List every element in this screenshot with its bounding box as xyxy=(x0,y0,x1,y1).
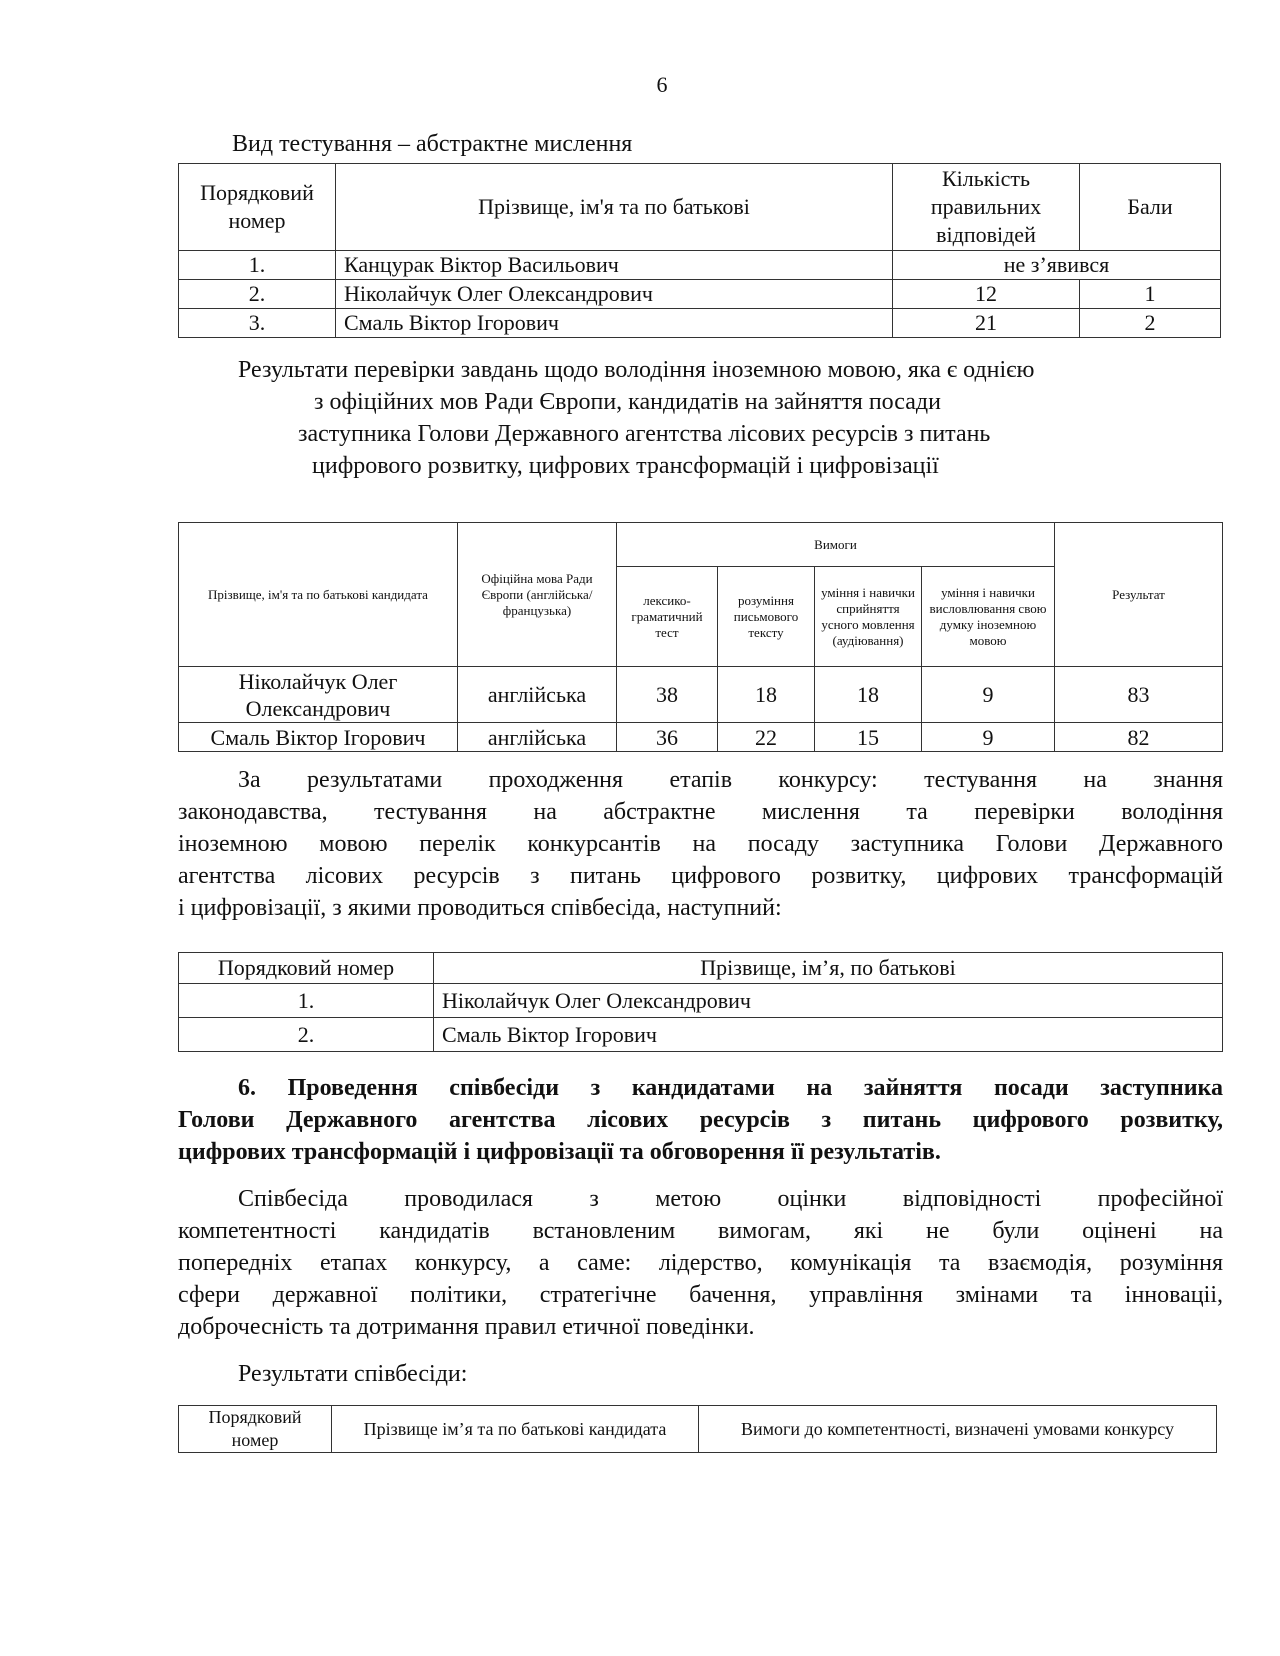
table-row xyxy=(179,1018,1223,1052)
col-header-correct: Кількість правильних відповідей xyxy=(893,164,1080,251)
row-score-listening: 15 xyxy=(815,723,922,752)
row-result: 82 xyxy=(1055,723,1223,752)
col-header-number: Порядковий номер xyxy=(179,1406,332,1453)
col-header-reading: розуміння письмового тексту xyxy=(718,567,815,667)
row-candidate: Смаль Віктор Ігорович xyxy=(179,723,458,752)
section-6-heading-line-3: цифрових трансформацій і цифровізації та обговорення її результатів. xyxy=(178,1139,941,1165)
row-correct: 21 xyxy=(893,309,1080,338)
row-score-reading: 22 xyxy=(718,723,815,752)
col-header-lexical-grammar: лексико-граматичний тест xyxy=(617,567,718,667)
section-6-heading-line-1: 6. Проведення співбесіди з кандидатами на зайняття посади заступника xyxy=(238,1075,1223,1101)
language-heading-line-3: заступника Голови Державного агентства лісових ресурсів з питань xyxy=(298,421,991,447)
interview-paragraph-line-5: доброчесність та дотримання правил етичної поведінки. xyxy=(178,1314,755,1340)
row-status: не з’явився xyxy=(893,251,1221,280)
table-row xyxy=(179,280,1221,309)
summary-paragraph-line-3: іноземною мовою перелік конкурсантів на посаду заступника Голови Державного xyxy=(178,831,1223,857)
row-number: 1. xyxy=(179,251,336,280)
interview-results-table xyxy=(178,1405,1217,1453)
row-language: англійська xyxy=(458,667,617,723)
col-header-name: Прізвище, ім'я та по батькові xyxy=(336,164,893,251)
summary-paragraph-line-5: і цифровізації, з якими проводиться співбесіда, наступний: xyxy=(178,895,782,921)
row-number: 3. xyxy=(179,309,336,338)
summary-paragraph-line-4: агентства лісових ресурсів з питань цифрового розвитку, цифрових трансформацій xyxy=(178,863,1223,889)
col-header-language: Офіційна мова Ради Європи (англійська/ французька) xyxy=(458,523,617,667)
row-score-speaking: 9 xyxy=(922,723,1055,752)
col-header-candidate: Прізвище, ім'я та по батькові кандидата xyxy=(179,523,458,667)
row-result: 83 xyxy=(1055,667,1223,723)
col-header-requirements: Вимоги xyxy=(617,523,1055,567)
row-score-reading: 18 xyxy=(718,667,815,723)
row-number: 2. xyxy=(179,280,336,309)
interview-results-label: Результати співбесіди: xyxy=(238,1361,468,1387)
col-header-number: Порядковий номер xyxy=(179,953,434,984)
language-heading-line-4: цифрового розвитку, цифрових трансформацій і цифровізації xyxy=(312,453,939,479)
col-header-candidate: Прізвище ім’я та по батькові кандидата xyxy=(332,1406,699,1453)
row-points: 1 xyxy=(1080,280,1221,309)
row-name: Канцурак Віктор Васильович xyxy=(336,251,893,280)
interview-paragraph-line-2: компетентності кандидатів встановленим вимогам, які не були оцінені на xyxy=(178,1218,1223,1244)
table-row xyxy=(179,309,1221,338)
col-header-points: Бали xyxy=(1080,164,1221,251)
row-name: Смаль Віктор Ігорович xyxy=(434,1018,1223,1052)
row-score-lexical: 36 xyxy=(617,723,718,752)
interview-paragraph-line-3: попередніх етапах конкурсу, а саме: лідерство, комунікація та взаємодія, розуміння xyxy=(178,1250,1223,1276)
table-row xyxy=(179,667,1223,723)
interview-candidates-table xyxy=(178,952,1223,1052)
row-name: Ніколайчук Олег Олександрович xyxy=(434,984,1223,1018)
row-number: 2. xyxy=(179,1018,434,1052)
row-score-speaking: 9 xyxy=(922,667,1055,723)
row-score-lexical: 38 xyxy=(617,667,718,723)
summary-paragraph-line-1: За результатами проходження етапів конкурсу: тестування на знання xyxy=(238,767,1223,793)
row-candidate: Ніколайчук Олег Олександрович xyxy=(179,667,458,723)
table-row xyxy=(179,251,1221,280)
language-heading-line-1: Результати перевірки завдань щодо володіння іноземною мовою, яка є однією xyxy=(238,357,1035,383)
language-results-table xyxy=(178,522,1223,752)
row-number: 1. xyxy=(179,984,434,1018)
row-name: Смаль Віктор Ігорович xyxy=(336,309,893,338)
language-heading-line-2: з офіційних мов Ради Європи, кандидатів на зайняття посади xyxy=(314,389,941,415)
row-name: Ніколайчук Олег Олександрович xyxy=(336,280,893,309)
abstract-thinking-table xyxy=(178,163,1221,338)
test-type-caption: Вид тестування – абстрактне мислення xyxy=(232,131,633,157)
col-header-competence-requirements: Вимоги до компетентності, визначені умовами конкурсу xyxy=(699,1406,1217,1453)
col-header-result: Результат xyxy=(1055,523,1223,667)
table-row xyxy=(179,984,1223,1018)
section-6-heading-line-2: Голови Державного агентства лісових ресурсів з питань цифрового розвитку, xyxy=(178,1107,1223,1133)
interview-paragraph-line-4: сфери державної політики, стратегічне бачення, управління змінами та інноваціі, xyxy=(178,1282,1223,1308)
page-number: 6 xyxy=(656,72,668,97)
col-header-listening: уміння і навички сприйняття усного мовлення (аудіювання) xyxy=(815,567,922,667)
summary-paragraph-line-2: законодавства, тестування на абстрактне мислення та перевірки володіння xyxy=(178,799,1223,825)
col-header-name: Прізвище, ім’я, по батькові xyxy=(434,953,1223,984)
row-language: англійська xyxy=(458,723,617,752)
row-correct: 12 xyxy=(893,280,1080,309)
col-header-number: Порядковий номер xyxy=(179,164,336,251)
table-row xyxy=(179,723,1223,752)
interview-paragraph-line-1: Співбесіда проводилася з метою оцінки відповідності професійної xyxy=(238,1186,1223,1212)
row-score-listening: 18 xyxy=(815,667,922,723)
col-header-speaking: уміння і навички висловлювання свою думку іноземною мовою xyxy=(922,567,1055,667)
row-points: 2 xyxy=(1080,309,1221,338)
